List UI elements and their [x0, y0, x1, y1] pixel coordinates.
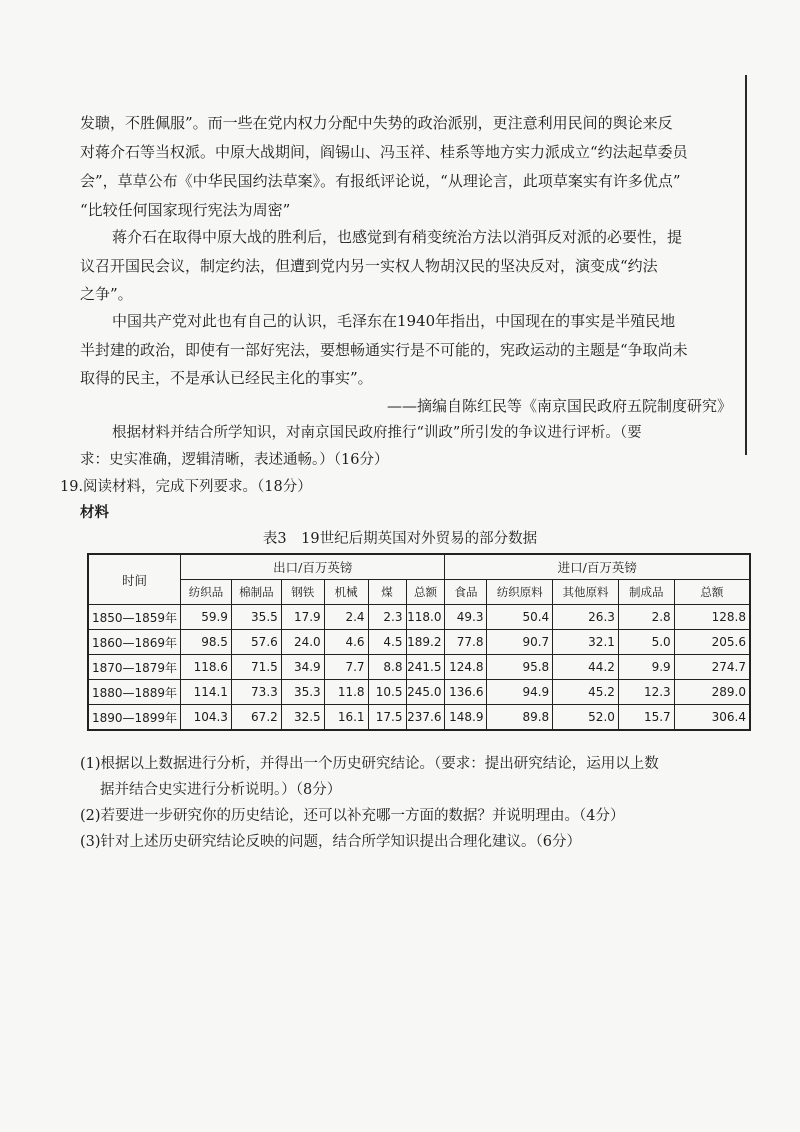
value-cell: 10.5	[368, 680, 406, 705]
value-cell: 16.1	[324, 705, 368, 731]
passage-line: 之争”。	[80, 285, 133, 303]
value-cell: 128.8	[674, 605, 750, 630]
value-cell: 11.8	[324, 680, 368, 705]
value-cell: 104.3	[181, 705, 232, 731]
table-row	[88, 680, 750, 705]
value-cell: 17.9	[281, 605, 324, 630]
value-cell: 71.5	[231, 655, 281, 680]
value-cell: 245.0	[406, 680, 445, 705]
col-header: 其他原料	[553, 580, 619, 605]
value-cell: 59.9	[181, 605, 232, 630]
value-cell: 89.8	[487, 705, 553, 731]
margin-rule	[745, 75, 747, 455]
table-row	[88, 705, 750, 731]
passage-line: 发聩，不胜佩服”。而一些在党内权力分配中失势的政治派别，更注意利用民间的舆论来反	[80, 114, 673, 132]
value-cell: 94.9	[487, 680, 553, 705]
value-cell: 35.3	[281, 680, 324, 705]
passage-line: 会”，草草公布《中华民国约法草案》。有报纸评论说，“从理论言，此项草案实有许多优点”	[80, 172, 681, 190]
value-cell: 189.2	[406, 630, 445, 655]
trade-table	[87, 553, 751, 731]
col-header: 棉制品	[231, 580, 281, 605]
table-row	[88, 605, 750, 630]
value-cell: 50.4	[487, 605, 553, 630]
period-cell: 1860—1869年	[88, 630, 181, 655]
value-cell: 4.5	[368, 630, 406, 655]
value-cell: 90.7	[487, 630, 553, 655]
col-header: 钢铁	[281, 580, 324, 605]
value-cell: 98.5	[181, 630, 232, 655]
table-caption: 表3 19世纪后期英国对外贸易的部分数据	[262, 531, 538, 547]
period-cell: 1880—1889年	[88, 680, 181, 705]
value-cell: 124.8	[445, 655, 487, 680]
value-cell: 8.8	[368, 655, 406, 680]
value-cell: 12.3	[618, 680, 674, 705]
passage-line: 中国共产党对此也有自己的认识，毛泽东在1940年指出，中国现在的事实是半殖民地	[112, 312, 676, 330]
passage-line: “比较任何国家现行宪法为周密”	[80, 201, 291, 219]
value-cell: 17.5	[368, 705, 406, 731]
value-cell: 205.6	[674, 630, 750, 655]
value-cell: 274.7	[674, 655, 750, 680]
value-cell: 114.1	[181, 680, 232, 705]
col-header: 煤	[368, 580, 406, 605]
value-cell: 26.3	[553, 605, 619, 630]
value-cell: 2.8	[618, 605, 674, 630]
value-cell: 306.4	[674, 705, 750, 731]
col-header: 纺织原料	[487, 580, 553, 605]
value-cell: 34.9	[281, 655, 324, 680]
passage-line: 蒋介石在取得中原大战的胜利后，也感觉到有稍变统治方法以消弭反对派的必要性，提	[112, 228, 683, 246]
import-group-header: 进口/百万英镑	[445, 554, 750, 580]
value-cell: 5.0	[618, 630, 674, 655]
col-header-time: 时间	[88, 554, 181, 605]
value-cell: 77.8	[445, 630, 487, 655]
value-cell: 44.2	[553, 655, 619, 680]
col-header: 食品	[445, 580, 487, 605]
sub-question-1-cont: 据并结合史实进行分析说明。）（8分）	[100, 782, 342, 798]
value-cell: 45.2	[553, 680, 619, 705]
sub-question-3: (3)针对上述历史研究结论反映的问题，结合所学知识提出合理化建议。（6分）	[80, 834, 582, 850]
value-cell: 136.6	[445, 680, 487, 705]
value-cell: 35.5	[231, 605, 281, 630]
col-header: 总额	[406, 580, 445, 605]
col-header: 总额	[674, 580, 750, 605]
period-cell: 1890—1899年	[88, 705, 181, 731]
table-header-row	[88, 554, 750, 580]
value-cell: 7.7	[324, 655, 368, 680]
passage-line: 半封建的政治，即使有一部好宪法，要想畅通实行是不可能的，宪政运动的主题是“争取尚未	[80, 341, 688, 359]
value-cell: 118.0	[406, 605, 445, 630]
question-prompt: 求：史实准确，逻辑清晰，表述通畅。）（16分）	[80, 452, 389, 468]
value-cell: 73.3	[231, 680, 281, 705]
value-cell: 49.3	[445, 605, 487, 630]
value-cell: 289.0	[674, 680, 750, 705]
value-cell: 24.0	[281, 630, 324, 655]
material-label: 材料	[80, 504, 109, 521]
table-row	[88, 630, 750, 655]
value-cell: 2.3	[368, 605, 406, 630]
col-header: 机械	[324, 580, 368, 605]
value-cell: 32.5	[281, 705, 324, 731]
period-cell: 1850—1859年	[88, 605, 181, 630]
value-cell: 2.4	[324, 605, 368, 630]
sub-question-1: (1)根据以上数据进行分析，并得出一个历史研究结论。（要求：提出研究结论，运用以上数	[80, 756, 659, 772]
question-heading: 19.阅读材料，完成下列要求。（18分）	[60, 479, 312, 495]
col-header: 纺织品	[181, 580, 232, 605]
col-header: 制成品	[618, 580, 674, 605]
table-subheader-row	[88, 580, 750, 605]
value-cell: 95.8	[487, 655, 553, 680]
value-cell: 57.6	[231, 630, 281, 655]
export-group-header: 出口/百万英镑	[181, 554, 445, 580]
value-cell: 52.0	[553, 705, 619, 731]
value-cell: 237.6	[406, 705, 445, 731]
value-cell: 118.6	[181, 655, 232, 680]
table-row	[88, 655, 750, 680]
value-cell: 67.2	[231, 705, 281, 731]
passage-line: 对蒋介石等当权派。中原大战期间，阎锡山、冯玉祥、桂系等地方实力派成立“约法起草委员	[80, 143, 688, 161]
value-cell: 9.9	[618, 655, 674, 680]
value-cell: 241.5	[406, 655, 445, 680]
source-citation: ——摘编自陈红民等《南京国民政府五院制度研究》	[386, 397, 732, 415]
value-cell: 15.7	[618, 705, 674, 731]
passage-line: 议召开国民会议，制定约法，但遭到党内另一实权人物胡汉民的坚决反对，演变成“约法	[80, 257, 658, 275]
sub-question-2: (2)若要进一步研究你的历史结论，还可以补充哪一方面的数据？并说明理由。（4分）	[80, 808, 625, 824]
value-cell: 148.9	[445, 705, 487, 731]
value-cell: 32.1	[553, 630, 619, 655]
passage-line: 取得的民主，不是承认已经民主化的事实”。	[80, 369, 373, 387]
period-cell: 1870—1879年	[88, 655, 181, 680]
value-cell: 4.6	[324, 630, 368, 655]
question-prompt: 根据材料并结合所学知识，对南京国民政府推行“训政”所引发的争议进行评析。（要	[112, 425, 642, 441]
